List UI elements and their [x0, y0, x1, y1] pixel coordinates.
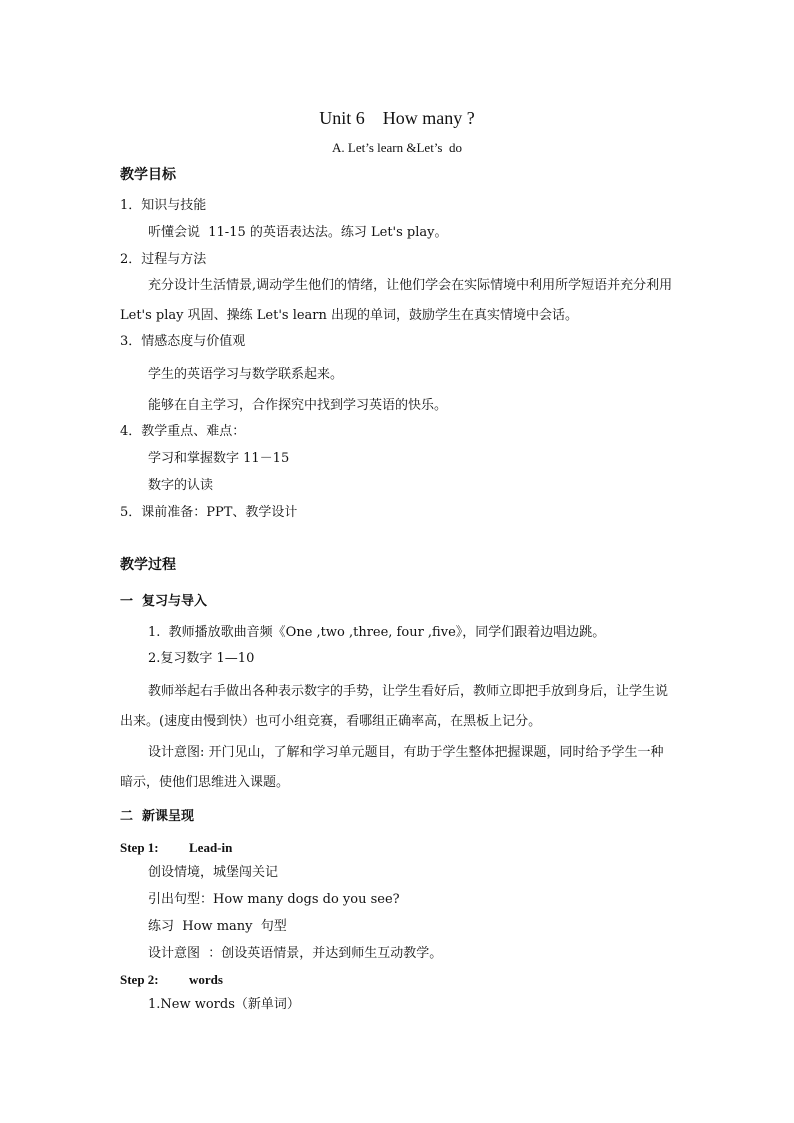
step-2-name: words [189, 972, 223, 987]
section-1-line-1: 1. 教师播放歌曲音频《One ,two ,three, four ,five》，同学们跟着边唱边跳。 [148, 625, 606, 640]
page-subtitle: A. Let’s learn &Let’s do [332, 140, 462, 155]
objective-4-text-1: 学习和掌握数字 11－15 [148, 451, 290, 466]
objective-1-text: 听懂会说 11-15 的英语表达法。练习 Let's play。 [148, 225, 448, 240]
objective-4-label: 4．教学重点、难点： [120, 424, 246, 439]
section-1-heading: 一 复习与导入 [120, 594, 208, 609]
objective-2-label: 2．过程与方法 [120, 252, 207, 267]
section-2-heading: 二 新课呈现 [120, 809, 195, 824]
step-2-label: Step 2: [120, 972, 159, 987]
step-1-line-2: 引出句型：How many dogs do you see? [148, 892, 400, 907]
step-1-line-4: 设计意图 ：创设英语情景，并达到师生互动教学。 [148, 946, 443, 961]
objective-5-label: 5．课前准备：PPT、教学设计 [120, 505, 298, 520]
step-1-label: Step 1: [120, 840, 159, 855]
objective-1-label: 1．知识与技能 [120, 198, 207, 213]
objective-2-text: 充分设计生活情景,调动学生他们的情绪，让他们学会在实际情境中利用所学短语并充分利用 Let's play 巩固、操练 Let's learn 出现的单词，鼓励学生在真实情境中会话。 [120, 278, 673, 323]
process-heading: 教学过程 [120, 557, 176, 573]
section-1-para-1: 教师举起右手做出各种表示数字的手势，让学生看好后，教师立即把手放到身后，让学生说出来。(速度由慢到快）也可小组竞赛，看哪组正确率高，在黑板上记分。 [120, 684, 669, 729]
objective-4-text-2: 数字的认读 [148, 478, 214, 493]
objective-3-text-2: 能够在自主学习，合作探究中找到学习英语的快乐。 [148, 398, 448, 413]
objectives-heading: 教学目标 [120, 167, 176, 183]
section-1-line-2: 2.复习数字 1—10 [148, 651, 255, 666]
step-1-line-3: 练习 How many 句型 [148, 919, 287, 934]
step-1-line-1: 创设情境，城堡闯关记 [148, 865, 279, 880]
step-1-name: Lead-in [189, 840, 233, 855]
objective-3-label: 3．情感态度与价值观 [120, 334, 246, 349]
objective-3-text-1: 学生的英语学习与数学联系起来。 [148, 367, 344, 382]
step-2-line-1: 1.New words（新单词） [148, 997, 300, 1012]
page-title: Unit 6 How many ? [319, 108, 475, 128]
section-1-para-2: 设计意图: 开门见山，了解和学习单元题目，有助于学生整体把握课题，同时给予学生一种暗示，使他们思维进入课题。 [120, 745, 664, 790]
